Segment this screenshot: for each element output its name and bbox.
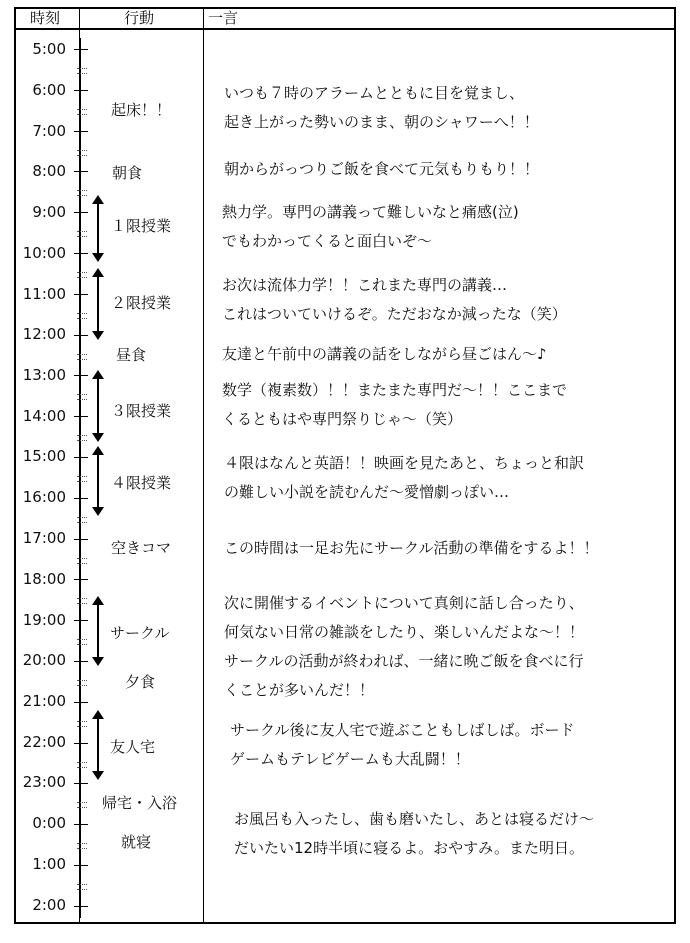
time-label: 6:00 [32,81,66,99]
half-hour-mark [77,639,87,645]
comment-wakeup [224,79,539,137]
comment-line: ゲームもテレビゲームも大乱闘！！ [230,750,470,768]
comment-friend [230,716,575,774]
time-label: 17:00 [22,529,66,547]
activity-wakeup: 起床！！ [111,101,172,119]
time-label: 10:00 [22,244,66,262]
half-hour-mark [77,802,87,808]
time-label: 21:00 [22,692,66,710]
hour-tick [74,253,88,254]
duration-arrow-class4 [92,446,104,516]
comment-breakfast [224,155,539,184]
hour-tick [74,416,88,417]
time-label: 8:00 [32,162,66,180]
hour-tick [74,49,88,50]
duration-arrow-class3 [92,370,104,442]
header-action: 行動 [124,9,155,27]
comment-line: 起き上がった勢いのまま、朝のシャワーへ！！ [224,113,539,131]
comment-class4 [224,449,584,507]
time-label: 2:00 [32,896,66,914]
time-label: 16:00 [22,488,66,506]
comment-line: でもわかってくると面白いぞ〜 [222,232,433,250]
activity-lunch: 昼食 [116,346,147,364]
half-hour-mark [77,558,87,564]
half-hour-mark [77,843,87,849]
comment-line: の難しい小説を読むんだ〜愛憎劇っぽい… [224,483,510,501]
comment-sleep [234,805,594,863]
activity-sleep: 就寝 [121,833,152,851]
time-label: 22:00 [22,733,66,751]
column-divider-action [203,7,204,924]
hour-tick [74,783,88,784]
comment-line: いつも７時のアラームとともに目を覚まし、 [224,84,525,102]
half-hour-mark [77,721,87,727]
half-hour-mark [77,394,87,400]
activity-friend: 友人宅 [110,738,156,756]
time-label: 20:00 [22,651,66,669]
half-hour-mark [77,68,87,74]
time-label: 0:00 [32,814,66,832]
hour-tick [74,212,88,213]
hour-tick [74,824,88,825]
time-label: 18:00 [22,570,66,588]
time-label: 1:00 [32,855,66,873]
time-label: 9:00 [32,203,66,221]
hour-tick [74,335,88,336]
comment-class3 [222,376,567,434]
activity-class2: ２限授業 [111,294,172,312]
hour-tick [74,90,88,91]
comment-line: サークルの活動が終われば、一緒に晩ご飯を食べに行 [224,652,584,670]
half-hour-mark [77,354,87,360]
duration-arrow-circle [92,596,104,666]
comment-circle [224,589,584,705]
activity-home: 帰宅・入浴 [102,794,178,812]
comment-line: だいたい12時半頃に寝るよ。おやすみ。また明日。 [234,839,584,857]
comment-line: 何気ない日常の雑談をしたり、楽しいんだよな〜！！ [224,623,585,641]
time-label: 7:00 [32,122,66,140]
hour-tick [74,457,88,458]
hour-tick [74,906,88,907]
time-label: 19:00 [22,611,66,629]
time-label: 15:00 [22,447,66,465]
comment-line: これはついていけるぞ。ただおなか減ったな（笑） [222,305,567,323]
hour-tick [74,375,88,376]
comment-line: くるともはや専門祭りじゃ〜（笑） [222,410,463,428]
comment-line: 数学（複素数）！！またまた専門だ〜！！ここまで [222,381,568,399]
hour-tick [74,579,88,580]
activity-class3: ３限授業 [111,402,172,420]
time-label: 13:00 [22,366,66,384]
half-hour-mark [77,313,87,319]
activity-breakfast: 朝食 [112,164,143,182]
half-hour-mark [77,150,87,156]
comment-line: お風呂も入ったし、歯も磨いたし、あとは寝るだけ〜 [234,810,595,828]
hour-tick [74,171,88,172]
half-hour-mark [77,109,87,115]
comment-free [224,534,599,563]
half-hour-mark [77,476,87,482]
time-label: 11:00 [22,285,66,303]
half-hour-mark [77,231,87,237]
activity-free: 空きコマ [111,539,172,557]
hour-tick [74,539,88,540]
comment-line: 朝からがっつりご飯を食べて元気もりもり！！ [224,160,540,178]
hour-tick [74,865,88,866]
half-hour-mark [77,598,87,604]
half-hour-mark [77,272,87,278]
comment-line: くことが多いんだ！！ [224,681,375,699]
duration-arrow-class2 [92,268,104,340]
hour-tick [74,743,88,744]
activity-dinner: 夕食 [125,673,156,691]
comment-line: お次は流体力学！！これまた専門の講義… [222,276,508,294]
header-divider [14,28,676,30]
header-comment: 一言 [208,9,239,27]
time-label: 5:00 [32,40,66,58]
hour-tick [74,131,88,132]
comment-class2 [222,271,567,329]
time-label: 12:00 [22,325,66,343]
comment-class1 [222,198,519,256]
half-hour-mark [77,762,87,768]
hour-tick [74,498,88,499]
half-hour-mark [77,190,87,196]
hour-tick [74,702,88,703]
time-label: 14:00 [22,407,66,425]
activity-class1: １限授業 [111,217,172,235]
header-time: 時刻 [30,9,61,27]
hour-tick [74,294,88,295]
hour-tick [74,620,88,621]
activity-circle: サークル [110,624,170,642]
activity-class4: ４限授業 [111,474,172,492]
duration-arrow-class1 [92,195,104,262]
comment-line: 友達と午前中の講義の話をしながら昼ごはん〜♪ [222,345,547,363]
comment-lunch [222,340,547,369]
time-label: 23:00 [22,773,66,791]
duration-arrow-friend [92,710,104,780]
half-hour-mark [77,884,87,890]
comment-line: サークル後に友人宅で遊ぶこともしばしば。ボード [230,721,575,739]
half-hour-mark [77,680,87,686]
comment-line: 熱力学。専門の講義って難しいなと痛感(泣) [222,203,519,221]
comment-line: この時間は一足お先にサークル活動の準備をするよ！！ [224,539,599,557]
comment-line: 次に開催するイベントについて真剣に話し合ったり、 [224,594,584,612]
half-hour-mark [77,435,87,441]
comment-line: ４限はなんと英語！！映画を見たあと、ちょっと和訳 [224,454,585,472]
hour-tick [74,661,88,662]
half-hour-mark [77,517,87,523]
